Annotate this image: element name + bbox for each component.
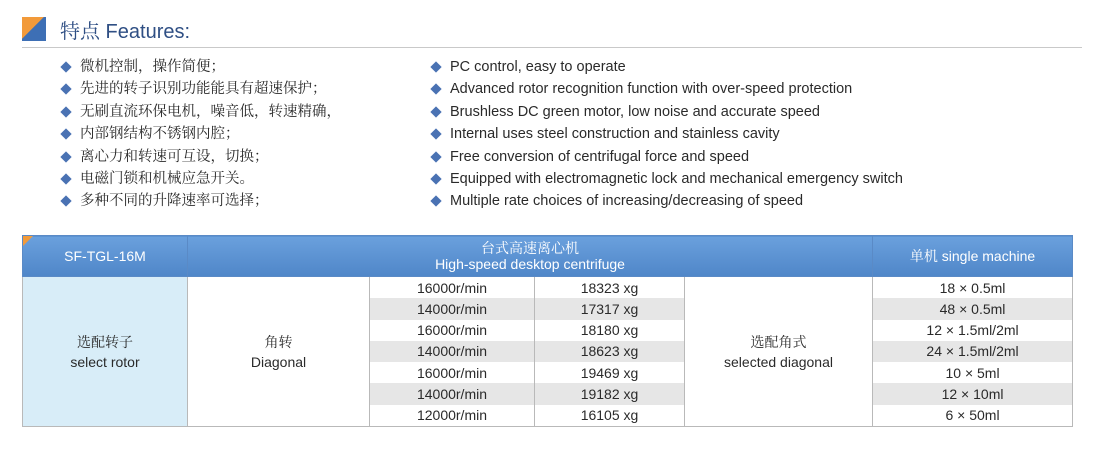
speed-column — [370, 277, 535, 427]
force-value: 18323 xg — [580, 279, 639, 296]
spec-table — [22, 235, 1073, 427]
speed-value: 16000r/min — [416, 322, 488, 339]
force-value: 16105 xg — [580, 407, 639, 424]
capacity-value: 12 × 10ml — [873, 383, 1072, 404]
force-column — [535, 277, 685, 427]
speed-value: 14000r/min — [370, 298, 534, 319]
features-list-cn — [60, 56, 390, 213]
capacity-value: 18 × 0.5ml — [939, 279, 1006, 296]
features-heading — [22, 14, 1082, 44]
diamond-bullet-icon — [430, 196, 441, 207]
speed-value: 16000r/min — [416, 364, 488, 381]
speed-value: 14000r/min — [370, 383, 534, 404]
force-value: 19469 xg — [580, 364, 639, 381]
heading-square-icon — [22, 17, 46, 41]
feature-item: Free conversion of centrifugal force and speed — [430, 146, 1070, 168]
model-header: SF-TGL-16M — [23, 236, 188, 277]
diamond-bullet-icon — [430, 129, 441, 140]
diamond-bullet-icon — [60, 61, 71, 72]
feature-item: 电磁门锁和机械应急开关。 — [60, 168, 390, 190]
diamond-bullet-icon — [430, 173, 441, 184]
feature-item: 内部钢结构不锈钢内腔； — [60, 123, 390, 145]
feature-item: 先进的转子识别功能能具有超速保护； — [60, 78, 390, 100]
diamond-bullet-icon — [430, 151, 441, 162]
features-list-en — [430, 56, 1070, 213]
speed-value: 12000r/min — [416, 407, 488, 424]
capacity-value: 48 × 0.5ml — [873, 298, 1072, 319]
capacity-value: 24 × 1.5ml/2ml — [873, 341, 1072, 362]
rotor-type-cell: 角转 Diagonal — [188, 277, 370, 427]
diamond-bullet-icon — [60, 173, 71, 184]
feature-item: Multiple rate choices of increasing/decreasing of speed — [430, 190, 1070, 212]
diamond-bullet-icon — [60, 84, 71, 95]
capacity-column — [873, 277, 1073, 427]
capacity-value: 12 × 1.5ml/2ml — [926, 322, 1019, 339]
speed-value: 16000r/min — [416, 279, 488, 296]
feature-item: 多种不同的升降速率可选择； — [60, 190, 390, 212]
force-value: 19182 xg — [535, 383, 684, 404]
diamond-bullet-icon — [430, 84, 441, 95]
selected-rotor-cell: 选配角式 selected diagonal — [685, 277, 873, 427]
feature-item: 离心力和转速可互设，切换； — [60, 146, 390, 168]
heading-divider — [22, 47, 1082, 48]
force-value: 18623 xg — [535, 341, 684, 362]
feature-item: PC control, easy to operate — [430, 56, 1070, 78]
diamond-bullet-icon — [60, 196, 71, 207]
speed-value: 14000r/min — [370, 341, 534, 362]
force-value: 18180 xg — [580, 322, 639, 339]
capacity-value: 10 × 5ml — [945, 364, 1000, 381]
spec-body-row — [23, 277, 1073, 427]
feature-item: Advanced rotor recognition function with over-speed protection — [430, 78, 1070, 100]
diamond-bullet-icon — [60, 106, 71, 117]
feature-item: 微机控制，操作简便； — [60, 56, 390, 78]
product-header: 台式高速离心机 High-speed desktop centrifuge — [188, 236, 873, 277]
capacity-value: 6 × 50ml — [945, 407, 1000, 424]
rotor-label-cell: 选配转子 select rotor — [23, 277, 188, 427]
corner-accent-icon — [23, 236, 33, 246]
features-title: 特点 Features: — [60, 21, 191, 43]
diamond-bullet-icon — [60, 151, 71, 162]
feature-item: 无刷直流环保电机，噪音低，转速精确， — [60, 101, 390, 123]
single-machine-header: 单机 single machine — [873, 236, 1073, 277]
spec-header-row — [23, 236, 1073, 277]
feature-item: Brushless DC green motor, low noise and accurate speed — [430, 101, 1070, 123]
diamond-bullet-icon — [60, 129, 71, 140]
feature-item: Internal uses steel construction and stainless cavity — [430, 123, 1070, 145]
diamond-bullet-icon — [430, 106, 441, 117]
feature-item: Equipped with electromagnetic lock and mechanical emergency switch — [430, 168, 1070, 190]
force-value: 17317 xg — [535, 298, 684, 319]
diamond-bullet-icon — [430, 61, 441, 72]
